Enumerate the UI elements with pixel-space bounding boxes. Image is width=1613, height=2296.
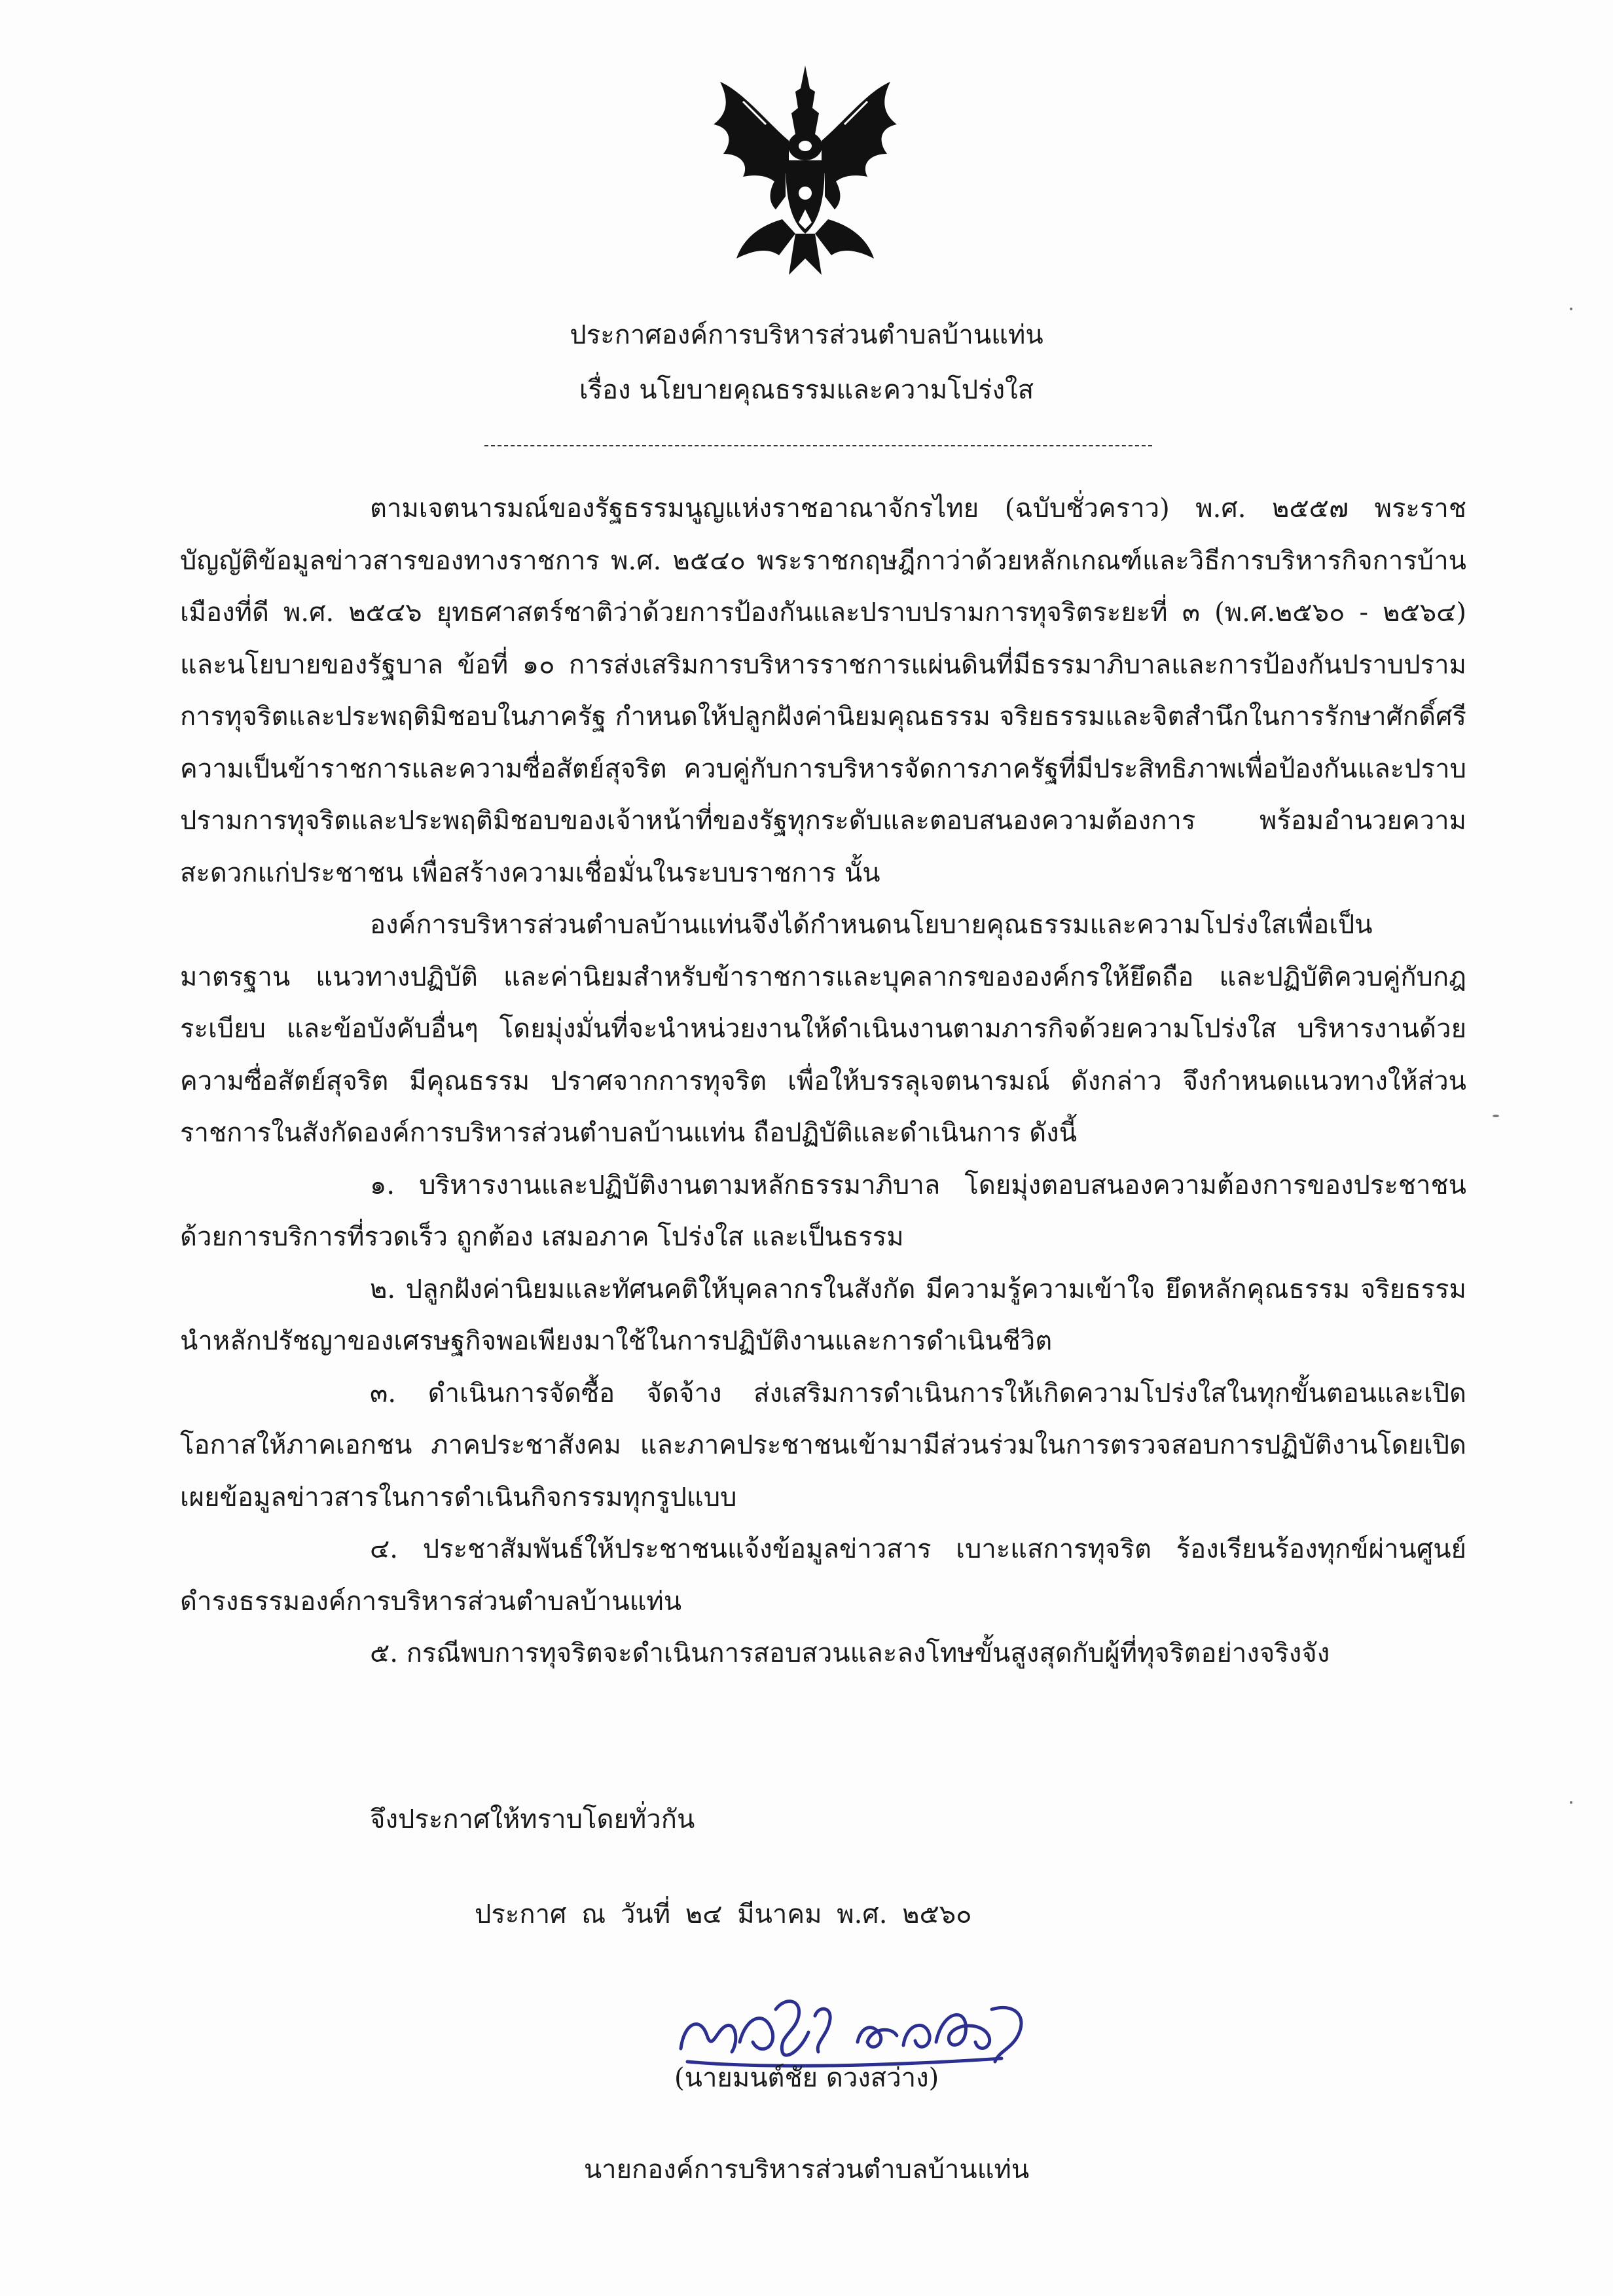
policy-item-1: ๑. บริหารงานและปฏิบัติงานตามหลักธรรมาภิบาล โดยมุ่งตอบสนองความต้องการของประชาชนด้วยการบริการที่รวดเร็ว ถูกต้อง เสมอภาค โปร่งใส และเป็นธรรม [180, 1170, 1466, 1252]
policy-item-2: ๒. ปลูกฝังค่านิยมและทัศนคติให้บุคลากรในสังกัด มีความรู้ความเข้าใจ ยึดหลักคุณธรรม จริยธรรม นำหลักปรัชญาของเศรษฐกิจพอเพียงมาใช้ในการปฏิบัติงานและการดำเนินชีวิต [180, 1274, 1466, 1356]
closing-statement: จึงประกาศให้ทราบโดยทั่วกัน [370, 1804, 695, 1835]
body-paragraph: ตามเจตนารมณ์ของรัฐธรรมนูญแห่งราชอาณาจักรไทย (ฉบับชั่วคราว) พ.ศ. ๒๕๕๗ พระราชบัญญัติข้อมูลข่าวสารของทางราชการ พ.ศ. ๒๕๔๐ พระราชกฤษฎีกาว่าด้วยหลักเกณฑ์และวิธีการบริหารกิจการบ้านเมืองที่ดี พ.ศ. ๒๕๔๖ ยุทธศาสตร์ชาติว่าด้วยการป้องกันและปราบปรามการทุจริตระยะที่ ๓ (พ.ศ.๒๕๖๐ - ๒๕๖๔) และนโยบายของรัฐบาล ข้อที่ ๑๐ การส่งเสริมการบริหารราชการแผ่นดินที่มีธรรมาภิบาลและการป้องกันปราบปรามการทุจริตและประพฤติมิชอบในภาครัฐ กำหนดให้ปลูกฝังค่านิยมคุณธรรม จริยธรรมและจิตสำนึกในการรักษาศักดิ์ศรีความเป็นข้าราชการและความซื่อสัตย์สุจริต ควบคู่กับการบริหารจัดการภาครัฐที่มีประสิทธิภาพเพื่อป้องกันและปราบปรามการทุจริตและประพฤติมิชอบของเจ้าหน้าที่ของรัฐทุกระดับและตอบสนองความต้องการ พร้อมอำนวยความสะดวกแก่ประชาชน เพื่อสร้างความเชื่อมั่นในระบบราชการ นั้น [180, 493, 1466, 888]
separator-line [484, 445, 1152, 446]
policy-item-5: ๕. กรณีพบการทุจริตจะดำเนินการสอบสวนและลงโทษขั้นสูงสุดกับผู้ที่ทุจริตอย่างจริงจัง [370, 1638, 1330, 1668]
announcement-date: ประกาศ ณ วันที่ ๒๔ มีนาคม พ.ศ. ๒๕๖๐ [475, 1899, 972, 1929]
garuda-emblem-icon [704, 62, 907, 278]
policy-item-3: ๓. ดำเนินการจัดซื้อ จัดจ้าง ส่งเสริมการดำเนินการให้เกิดความโปร่งใสในทุกขั้นตอนและเปิดโอกาสให้ภาคเอกชน ภาคประชาสังคม และภาคประชาชนเข้ามามีส่วนร่วมในการตรวจสอบการปฏิบัติงานโดยเปิดเผยข้อมูลข่าวสารในการดำเนินกิจกรรมทุกรูปแบบ [180, 1378, 1466, 1513]
scan-speck [1493, 1115, 1499, 1117]
signer-position: นายกองค์การบริหารส่วนตำบลบ้านแท่น [583, 2155, 1030, 2185]
document-title: ประกาศองค์การบริหารส่วนตำบลบ้านแท่น [570, 320, 1043, 350]
policy-item-4: ๔. ประชาสัมพันธ์ให้ประชาชนแจ้งข้อมูลข่าวสาร เบาะแสการทุจริต ร้องเรียนร้องทุกข์ผ่านศูนย์ดำรงธรรมองค์การบริหารส่วนตำบลบ้านแท่น [180, 1534, 1466, 1617]
document-body [180, 483, 1466, 1680]
signer-name: (นายมนต์ชัย ดวงสว่าง) [674, 2063, 939, 2093]
body-paragraph: องค์การบริหารส่วนตำบลบ้านแท่นจึงได้กำหนดนโยบายคุณธรรมและความโปร่งใสเพื่อเป็นมาตรฐาน แนวทางปฏิบัติ และค่านิยมสำหรับข้าราชการและบุคลากรขององค์กรให้ยึดถือ และปฏิบัติควบคู่กับกฎ ระเบียบ และข้อบังคับอื่นๆ โดยมุ่งมั่นที่จะนำหน่วยงานให้ดำเนินงานตามภารกิจด้วยความโปร่งใส บริหารงานด้วยความซื่อสัตย์สุจริต มีคุณธรรม ปราศจากการทุจริต เพื่อให้บรรลุเจตนารมณ์ ดังกล่าว จึงกำหนดแนวทางให้ส่วนราชการในสังกัดองค์การบริหารส่วนตำบลบ้านแท่น ถือปฏิบัติและดำเนินการ ดังนี้ [180, 910, 1466, 1148]
scan-speck [1570, 308, 1572, 310]
scan-speck [1570, 1801, 1572, 1804]
document-subject: เรื่อง นโยบายคุณธรรมและความโปร่งใส [579, 375, 1034, 405]
